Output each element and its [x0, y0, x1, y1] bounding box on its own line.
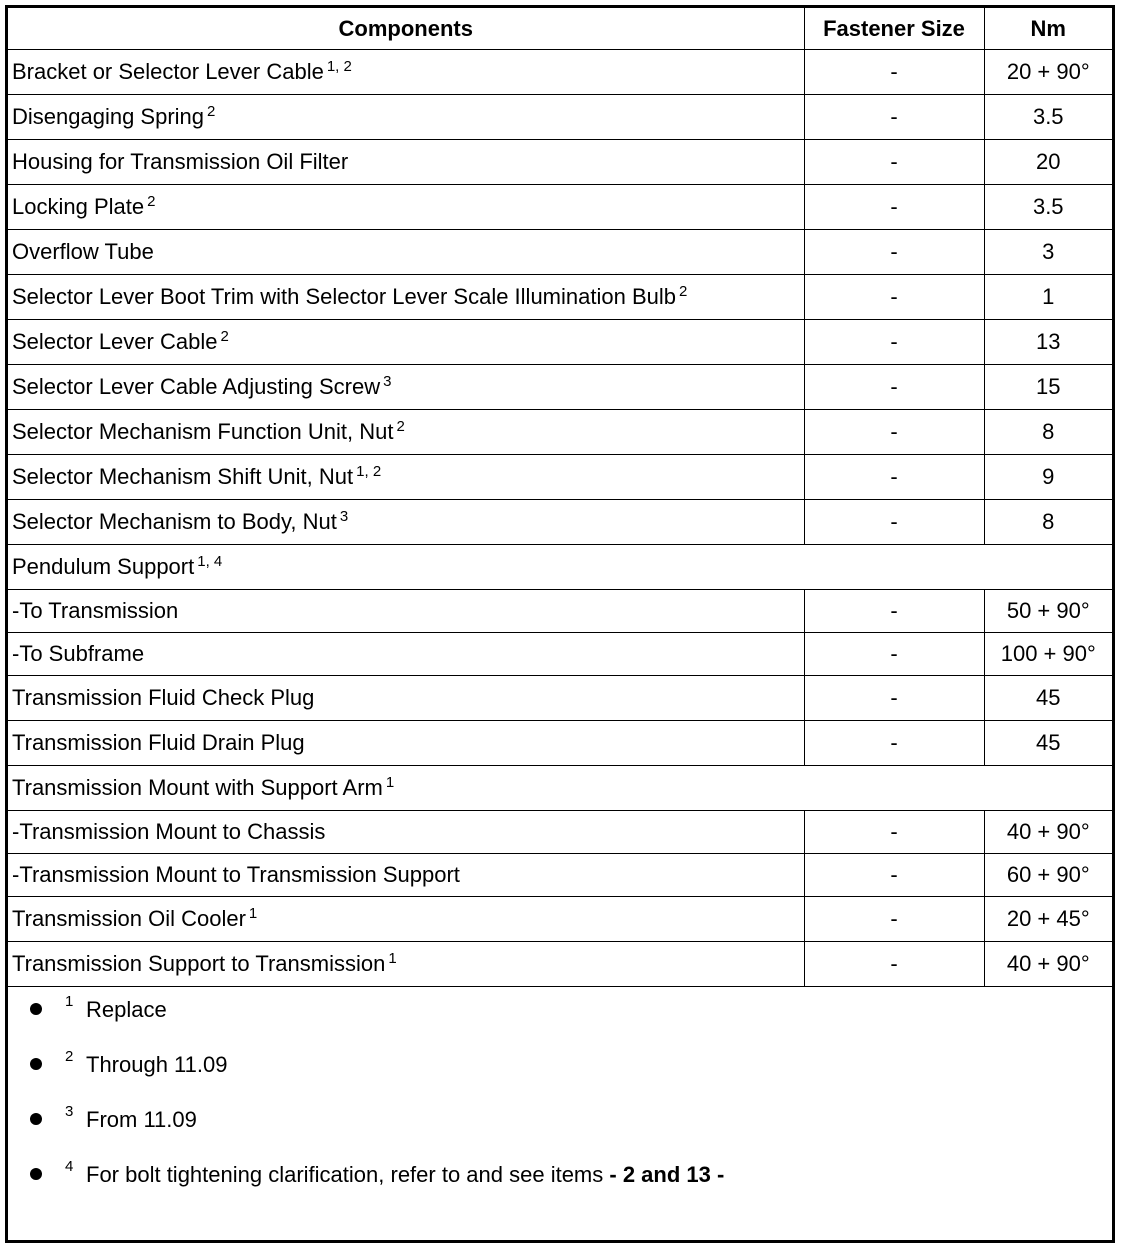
component-name: Selector Mechanism Function Unit, Nut: [12, 419, 394, 444]
torque-value-cell: 8: [984, 500, 1112, 545]
fastener-size-cell: -: [804, 500, 984, 545]
header-nm: Nm: [984, 8, 1112, 50]
footnote-item-reference: - 2 and 13 -: [609, 1162, 725, 1187]
fastener-size-cell: -: [804, 942, 984, 987]
fastener-size-cell: -: [804, 50, 984, 95]
footnote-ref: 1, 4: [197, 553, 223, 570]
bullet-icon: [30, 1168, 42, 1180]
component-name: Selector Mechanism Shift Unit, Nut: [12, 464, 354, 489]
component-cell: [8, 766, 1112, 811]
footnote-ref: 2: [396, 418, 405, 435]
torque-value-cell: 40 + 90°: [984, 811, 1112, 854]
table-group-row: [8, 766, 1112, 811]
torque-value-cell: 20: [984, 140, 1112, 185]
table-row: [8, 854, 1112, 897]
table-row: [8, 95, 1112, 140]
table-row: [8, 50, 1112, 95]
table-row: [8, 500, 1112, 545]
torque-value-cell: 3.5: [984, 95, 1112, 140]
footnote-ref: 3: [339, 508, 349, 525]
component-name: Transmission Fluid Check Plug: [12, 685, 315, 710]
footnote-item: [8, 1152, 1112, 1207]
footnotes-list: [8, 987, 1112, 1207]
component-cell: [8, 50, 804, 95]
component-cell: [8, 320, 804, 365]
table-row: [8, 721, 1112, 766]
component-cell: [8, 500, 804, 545]
component-cell: [8, 230, 804, 275]
component-name: Overflow Tube: [12, 239, 154, 264]
component-cell: [8, 185, 804, 230]
fastener-size-cell: -: [804, 185, 984, 230]
footnote-text-wrap: [86, 1052, 227, 1078]
footnote-ref: 1: [388, 950, 397, 967]
component-name: -Transmission Mount to Transmission Support: [12, 862, 460, 887]
bullet-icon: [30, 1113, 42, 1125]
torque-value-cell: 9: [984, 455, 1112, 500]
component-cell: [8, 897, 804, 942]
component-name: Locking Plate: [12, 194, 145, 219]
footnote-text-wrap: [86, 997, 167, 1023]
torque-value-cell: 45: [984, 721, 1112, 766]
table-row: [8, 942, 1112, 987]
footnote-text: Through 11.09: [86, 1052, 228, 1077]
table-row: [8, 230, 1112, 275]
table-row: [8, 811, 1112, 854]
footnote-number: 1: [65, 993, 74, 1010]
footnote-number: 2: [65, 1048, 74, 1065]
footnote-item: [8, 1042, 1112, 1097]
component-name: Housing for Transmission Oil Filter: [12, 149, 349, 174]
fastener-size-cell: -: [804, 365, 984, 410]
component-name: Disengaging Spring: [12, 104, 205, 129]
component-name: -To Transmission: [12, 598, 179, 623]
footnote-number: 4: [65, 1158, 74, 1175]
component-name: -To Subframe: [12, 641, 145, 666]
fastener-size-cell: -: [804, 811, 984, 854]
torque-value-cell: 60 + 90°: [984, 854, 1112, 897]
footnote-ref: 2: [678, 283, 688, 300]
fastener-size-cell: -: [804, 140, 984, 185]
component-cell: [8, 365, 804, 410]
torque-value-cell: 100 + 90°: [984, 633, 1112, 676]
footnote-text-wrap: [86, 1162, 724, 1188]
fastener-size-cell: -: [804, 455, 984, 500]
footnote-text: For bolt tightening clarification, refer to and see items: [86, 1162, 610, 1187]
header-fastener-size: Fastener Size: [804, 8, 984, 50]
table-header-row: [8, 8, 1112, 50]
torque-value-cell: 50 + 90°: [984, 590, 1112, 633]
footnote-ref: 2: [147, 193, 156, 210]
torque-value-cell: 13: [984, 320, 1112, 365]
footnote-ref: 2: [220, 328, 229, 345]
fastener-size-cell: -: [804, 230, 984, 275]
component-cell: [8, 942, 804, 987]
torque-value-cell: 3: [984, 230, 1112, 275]
table-row: [8, 185, 1112, 230]
table-row: [8, 320, 1112, 365]
component-cell: [8, 854, 804, 897]
fastener-size-cell: -: [804, 320, 984, 365]
footnote-ref: 1: [248, 905, 258, 922]
component-name: Transmission Support to Transmission: [12, 951, 386, 976]
torque-value-cell: 15: [984, 365, 1112, 410]
torque-value-cell: 3.5: [984, 185, 1112, 230]
torque-value-cell: 1: [984, 275, 1112, 320]
footnote-ref: 3: [383, 373, 392, 390]
footnote-ref: 2: [207, 103, 216, 120]
fastener-size-cell: -: [804, 721, 984, 766]
component-cell: [8, 455, 804, 500]
footnote-number: 3: [65, 1103, 74, 1120]
component-name: Selector Lever Cable: [12, 329, 218, 354]
header-components: Components: [8, 8, 804, 50]
fastener-size-cell: -: [804, 676, 984, 721]
component-cell: [8, 676, 804, 721]
table-row: [8, 897, 1112, 942]
fastener-size-cell: -: [804, 897, 984, 942]
component-name: Pendulum Support: [12, 554, 195, 579]
footnote-text-wrap: [86, 1107, 197, 1133]
fastener-size-cell: -: [804, 633, 984, 676]
component-name: Bracket or Selector Lever Cable: [12, 59, 324, 84]
table-row: [8, 676, 1112, 721]
footnote-ref: 1, 2: [356, 463, 382, 480]
table-group-row: [8, 545, 1112, 590]
table-row: [8, 590, 1112, 633]
torque-value-cell: 20 + 45°: [984, 897, 1112, 942]
torque-spec-document: [5, 5, 1115, 1243]
torque-value-cell: 40 + 90°: [984, 942, 1112, 987]
fastener-size-cell: -: [804, 854, 984, 897]
component-name: Transmission Fluid Drain Plug: [12, 730, 305, 755]
component-name: Selector Lever Boot Trim with Selector Lever Scale Illumination Bulb: [12, 284, 676, 309]
component-cell: [8, 275, 804, 320]
table-body: [8, 50, 1112, 987]
torque-value-cell: 8: [984, 410, 1112, 455]
component-cell: [8, 95, 804, 140]
table-row: [8, 455, 1112, 500]
table-row: [8, 365, 1112, 410]
footnote-text: Replace: [86, 997, 167, 1022]
component-cell: [8, 811, 804, 854]
fastener-size-cell: -: [804, 410, 984, 455]
torque-spec-table: [8, 8, 1112, 987]
torque-value-cell: 20 + 90°: [984, 50, 1112, 95]
bullet-icon: [30, 1003, 42, 1015]
component-cell: [8, 590, 804, 633]
fastener-size-cell: -: [804, 590, 984, 633]
component-name: Transmission Mount with Support Arm: [12, 775, 383, 800]
footnote-ref: 1: [385, 774, 395, 791]
component-name: Selector Mechanism to Body, Nut: [12, 509, 337, 534]
table-row: [8, 410, 1112, 455]
torque-value-cell: 45: [984, 676, 1112, 721]
footnote-item: [8, 987, 1112, 1042]
component-name: -Transmission Mount to Chassis: [12, 819, 326, 844]
component-cell: [8, 140, 804, 185]
table-row: [8, 633, 1112, 676]
footnote-ref: 1, 2: [326, 58, 352, 75]
fastener-size-cell: -: [804, 275, 984, 320]
component-name: Selector Lever Cable Adjusting Screw: [12, 374, 381, 399]
table-row: [8, 140, 1112, 185]
bullet-icon: [30, 1058, 42, 1070]
footnote-item: [8, 1097, 1112, 1152]
component-cell: [8, 410, 804, 455]
fastener-size-cell: -: [804, 95, 984, 140]
footnote-text: From 11.09: [86, 1107, 197, 1132]
component-cell: [8, 721, 804, 766]
component-cell: [8, 545, 1112, 590]
component-name: Transmission Oil Cooler: [12, 906, 246, 931]
table-row: [8, 275, 1112, 320]
component-cell: [8, 633, 804, 676]
